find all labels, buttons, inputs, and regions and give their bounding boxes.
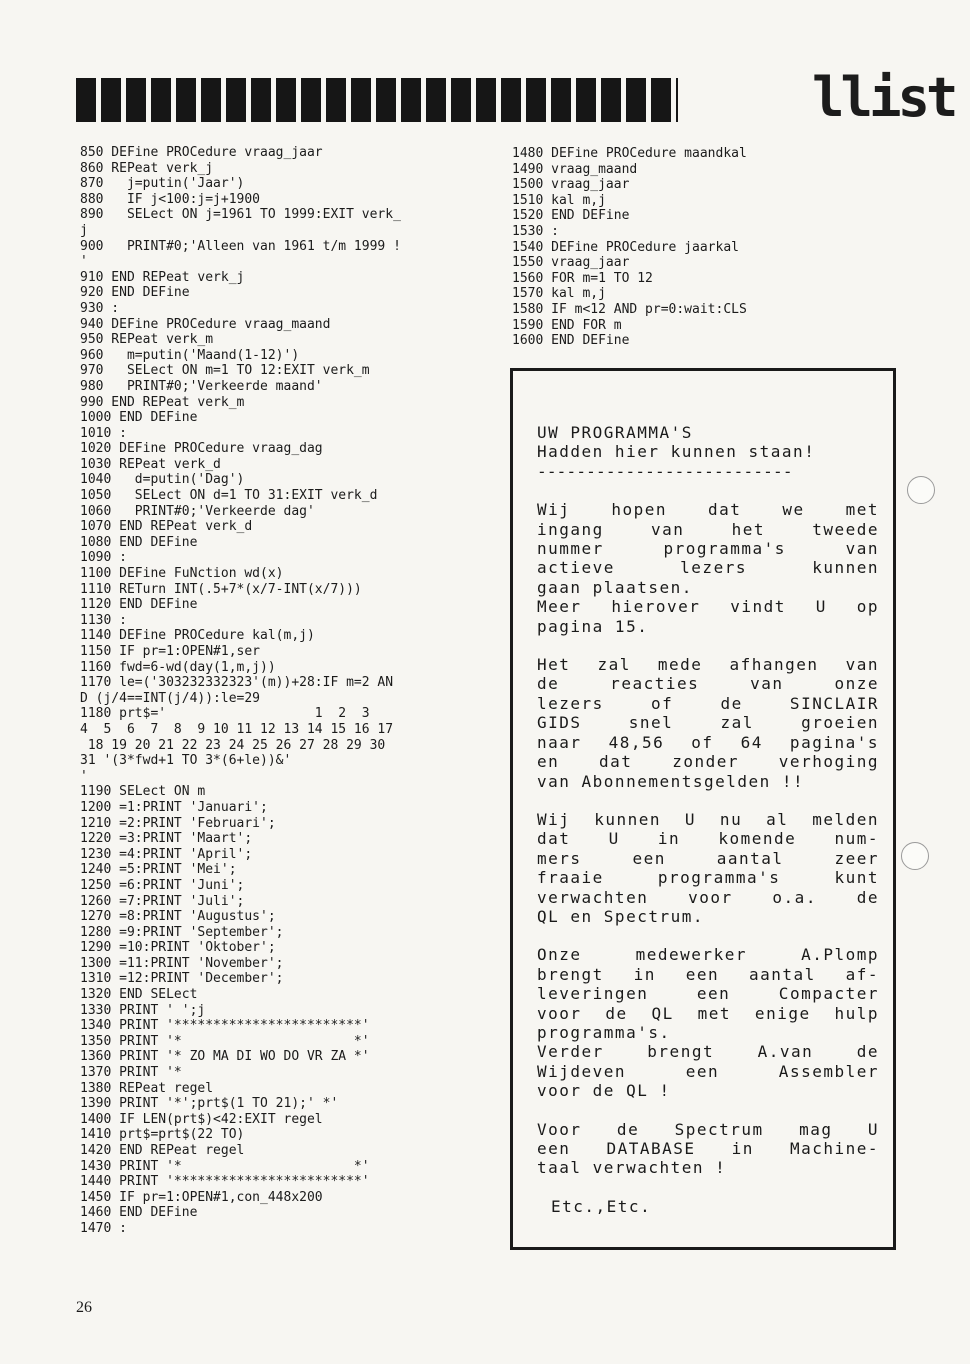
announcement-box <box>510 368 896 1250</box>
announcement-line: Wij hopen dat we met <box>537 500 879 520</box>
code-line: 1350 PRINT '* *' <box>80 1033 370 1049</box>
code-line: 1590 END FOR m <box>512 317 622 333</box>
announcement-line: Onze medewerker A.Plomp <box>537 945 879 965</box>
list-logo: llist <box>812 66 955 129</box>
code-line: 930 : <box>80 300 120 316</box>
code-line: 1480 DEFine PROCedure maandkal <box>512 146 747 161</box>
code-line: 990 END REPeat verk_m <box>80 394 245 410</box>
code-line: 4 5 6 7 8 9 10 11 12 13 14 15 16 17 <box>80 721 394 737</box>
announcement-line: Meer hierover vindt U op <box>537 597 879 617</box>
code-line: 1040 d=putin('Dag') <box>80 472 245 488</box>
announcement-paragraph <box>537 1120 879 1178</box>
code-line: 920 END DEFine <box>80 285 190 301</box>
announcement-rule: -------------------------- <box>537 461 793 481</box>
code-line: 1570 kal m,j <box>512 286 606 302</box>
code-line: j <box>80 222 88 238</box>
announcement-line: Wijdeven een Assembler <box>537 1061 879 1081</box>
announcement-line: GIDS snel zal groeien <box>537 713 879 733</box>
code-line: 1460 END DEFine <box>80 1205 198 1221</box>
code-line: 1440 PRINT '************************' <box>80 1174 370 1190</box>
code-line: 870 j=putin('Jaar') <box>80 176 245 192</box>
code-line: 1100 DEFine FuNction wd(x) <box>80 566 284 582</box>
code-line: 18 19 20 21 22 23 24 25 26 27 28 29 30 <box>80 737 386 753</box>
code-line: 980 PRINT#0;'Verkeerde maand' <box>80 378 323 394</box>
announcement-line: verwachten voor o.a. de <box>537 887 879 907</box>
code-line: 1370 PRINT '* <box>80 1065 182 1081</box>
code-line: 1330 PRINT ' ';j <box>80 1002 206 1018</box>
code-line: 1060 PRINT#0;'Verkeerde dag' <box>80 503 315 519</box>
code-line: 31 '(3*fwd+1 TO 3*(6+le))&' <box>80 753 292 769</box>
code-line: 1320 END SELect <box>80 987 198 1003</box>
code-line: 950 REPeat verk_m <box>80 332 214 348</box>
code-line: 1520 END DEFine <box>512 208 630 224</box>
code-line: 1030 REPeat verk_d <box>80 456 221 472</box>
code-line: 1220 =3:PRINT 'Maart'; <box>80 831 253 847</box>
code-line: 1050 SELect ON d=1 TO 31:EXIT verk_d <box>80 488 378 504</box>
code-line: 1200 =1:PRINT 'Januari'; <box>80 799 268 815</box>
announcement-paragraph <box>537 655 879 791</box>
announcement-line: van Abonnementsgelden !! <box>537 771 805 791</box>
code-line: 1080 END DEFine <box>80 534 198 550</box>
code-line: 1410 prt$=prt$(22 TO) <box>80 1127 245 1143</box>
code-line: 1230 =4:PRINT 'April'; <box>80 846 253 862</box>
code-listing-right <box>512 146 747 349</box>
announcement-line: programma's. <box>537 1022 671 1042</box>
announcement-line: pagina 15. <box>537 616 649 636</box>
code-line: 1550 vraag_jaar <box>512 255 630 271</box>
code-line: 1090 : <box>80 550 127 566</box>
code-line: 1010 : <box>80 425 127 441</box>
announcement-subheading: Hadden hier kunnen staan! <box>537 442 816 462</box>
code-line: 1000 END DEFine <box>80 410 198 426</box>
announcement-line: de reacties van onze <box>537 674 879 694</box>
code-line: 1260 =7:PRINT 'Juli'; <box>80 893 245 909</box>
code-line: 1300 =11:PRINT 'November'; <box>80 955 284 971</box>
code-line: 1130 : <box>80 612 127 628</box>
announcement-line: Voor de Spectrum mag U <box>537 1119 879 1139</box>
announcement-line: brengt in een aantal af- <box>537 964 879 984</box>
code-line: ' <box>80 254 88 270</box>
announcement-line: dat U in komende num- <box>537 829 879 849</box>
code-line: 1170 le=('303232332323'(m))+28:IF m=2 AN <box>80 675 394 691</box>
code-line: 1500 vraag_jaar <box>512 177 630 193</box>
code-line: 1360 PRINT '* ZO MA DI WO DO VR ZA *' <box>80 1049 370 1065</box>
code-line: 1380 REPeat regel <box>80 1080 214 1096</box>
code-line: 1580 IF m<12 AND pr=0:wait:CLS <box>512 301 747 317</box>
announcement-line: voor de QL ! <box>537 1081 671 1101</box>
announcement-line: nummer programma's van <box>537 539 879 559</box>
binder-hole-icon <box>901 842 929 870</box>
announcement-paragraph <box>537 810 879 926</box>
code-line: 1430 PRINT '* *' <box>80 1158 370 1174</box>
announcement-line: een DATABASE in Machine- <box>537 1139 879 1158</box>
code-line: 1240 =5:PRINT 'Mei'; <box>80 862 237 878</box>
code-line: 1180 prt$=' 1 2 3 <box>80 706 370 722</box>
code-line: 1150 IF pr=1:OPEN#1,ser <box>80 644 261 659</box>
code-line: 1290 =10:PRINT 'Oktober'; <box>80 940 276 956</box>
announcement-line: lezers of de SINCLAIR <box>537 693 879 713</box>
code-line: 1420 END REPeat regel <box>80 1143 245 1158</box>
code-line: 1210 =2:PRINT 'Februari'; <box>80 815 276 831</box>
announcement-heading: UW PROGRAMMA'S <box>537 423 693 442</box>
code-line: 1540 DEFine PROCedure jaarkal <box>512 239 739 255</box>
code-line: 1490 vraag_maand <box>512 161 638 177</box>
code-line: 1600 END DEFine <box>512 333 630 349</box>
code-line: 1270 =8:PRINT 'Augustus'; <box>80 909 276 925</box>
code-line: 1280 =9:PRINT 'September'; <box>80 924 284 940</box>
code-line: 910 END REPeat verk_j <box>80 269 245 285</box>
code-line: 1020 DEFine PROCedure vraag_dag <box>80 441 323 457</box>
code-line: 1470 : <box>80 1220 127 1236</box>
announcement-paragraph <box>537 597 879 636</box>
binder-hole-icon <box>907 476 935 504</box>
code-line: 1120 END DEFine <box>80 597 198 613</box>
announcement-line: Wij kunnen U nu al melden <box>537 809 879 829</box>
announcement-line: fraaie programma's kunt <box>537 868 879 888</box>
header-bar-graphic <box>76 78 678 122</box>
code-line: 1560 FOR m=1 TO 12 <box>512 270 653 286</box>
announcement-line: naar 48,56 of 64 pagina's <box>537 732 879 752</box>
code-line: 1510 kal m,j <box>512 192 606 208</box>
announcement-line: Verder brengt A.van de <box>537 1042 879 1062</box>
announcement-line: taal verwachten ! <box>537 1158 727 1178</box>
announcement-paragraph <box>537 500 879 597</box>
announcement-line: voor de QL met enige hulp <box>537 1003 879 1023</box>
code-line: 890 SELect ON j=1961 TO 1999:EXIT verk_ <box>80 207 401 223</box>
announcement-line: gaan plaatsen. <box>537 577 693 597</box>
announcement-line: ingang van het tweede <box>537 519 879 539</box>
code-line: 1450 IF pr=1:OPEN#1,con_448x200 <box>80 1189 323 1205</box>
code-line: 1140 DEFine PROCedure kal(m,j) <box>80 628 315 644</box>
code-line: 1250 =6:PRINT 'Juni'; <box>80 877 245 893</box>
announcement-line: QL en Spectrum. <box>537 906 704 926</box>
code-line: 1160 fwd=6-wd(day(1,m,j)) <box>80 659 276 675</box>
code-line: D (j/4==INT(j/4)):le=29 <box>80 690 261 706</box>
announcement-line: en dat zonder verhoging <box>537 752 879 772</box>
code-line: 1340 PRINT '************************' <box>80 1018 370 1034</box>
page-number: 26 <box>76 1299 92 1316</box>
code-line: 900 PRINT#0;'Alleen van 1961 t/m 1999 ! <box>80 238 401 254</box>
announcement-paragraph <box>537 1042 879 1100</box>
announcement-line: mers een aantal zeer <box>537 848 879 868</box>
code-line: 1390 PRINT '*';prt$(1 TO 21);' *' <box>80 1096 339 1112</box>
code-line: 960 m=putin('Maand(1-12)') <box>80 347 300 363</box>
code-line: 880 IF j<100:j=j+1900 <box>80 191 261 207</box>
announcement-paragraph <box>537 945 879 1042</box>
code-line: 1110 RETurn INT(.5+7*(x/7-INT(x/7))) <box>80 581 362 597</box>
code-line: ' <box>80 768 88 784</box>
code-line: 1070 END REPeat verk_d <box>80 519 253 535</box>
announcement-closing: Etc.,Etc. <box>551 1196 652 1216</box>
code-line: 970 SELect ON m=1 TO 12:EXIT verk_m <box>80 363 370 379</box>
code-line: 1400 IF LEN(prt$)<42:EXIT regel <box>80 1111 323 1127</box>
code-line: 1190 SELect ON m <box>80 784 206 800</box>
announcement-line: actieve lezers kunnen <box>537 558 879 578</box>
code-line: 1530 : <box>512 223 559 239</box>
code-line: 850 DEFine PROCedure vraag_jaar <box>80 145 323 160</box>
code-line: 940 DEFine PROCedure vraag_maand <box>80 316 331 332</box>
announcement-line: leveringen een Compacter <box>537 984 879 1004</box>
code-line: 1310 =12:PRINT 'December'; <box>80 971 284 987</box>
code-line: 860 REPeat verk_j <box>80 160 214 176</box>
announcement-line: Het zal mede afhangen van <box>537 655 879 675</box>
code-listing-left <box>80 145 401 1237</box>
